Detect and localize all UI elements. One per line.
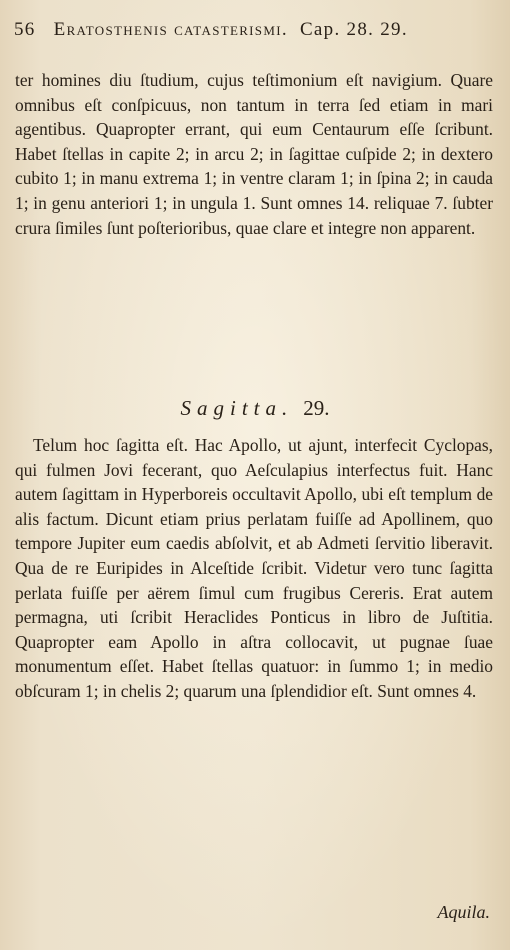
running-title: Eratosthenis catasterismi. xyxy=(53,19,288,40)
section-heading xyxy=(0,396,510,421)
running-header xyxy=(14,19,496,49)
paragraph-sagitta: Telum hoc ſagitta eſt. Hac Apollo, ut ajunt, interfecit Cyclopas, qui fulmen Jovi fecerant, quo Aeſculapius interfectus fuit. Hanc autem ſagittam in Hyperboreis occultavit Apollo, ubi eſt templum de alis factum. Dicunt etiam prius perlatam fuiſſe ad Apollinem, quo tempore Jupiter eum caedis abſolvit, et ab Admeti ſervitio liberavit. Qua de re Euripides in Alceſtide ſcribit. Videtur vero tunc ſagitta perlata fuiſſe per aërem ſimul cum frugibus Cereris. Erat autem permagna, uti ſcribit Heraclides Ponticus in libro de Juſtitia. Quapropter eam Apollo in aſtra collocavit, ut pugnae ſuae monumentum eſſet. Habet ſtellas quatuor: in ſummo 1; in medio obſcuram 1; in chelis 2; quarum una ſplendidior eſt. Sunt omnes 4. xyxy=(15,435,493,701)
section-title: Sagitta. xyxy=(180,396,294,420)
catchword: Aquila. xyxy=(437,902,490,922)
page-number: 56 xyxy=(14,19,36,40)
chapter-reference: Cap. 28. 29. xyxy=(299,19,408,40)
body-text-continued xyxy=(15,68,493,240)
section-number: 29. xyxy=(303,396,330,420)
body-text-sagitta xyxy=(15,433,493,704)
paragraph-continued: ter homines diu ſtudium, cujus teſtimonium eſt navigium. Quare omnibus eſt conſpicuus, non tantum in terra ſed etiam in mari agentibus. Quapropter errant, qui eum Centaurum eſſe ſcribunt. Habet ſtellas in capite 2; in arcu 2; in ſagittae cuſpide 2; in dextero cubito 1; in manu extrema 1; in ventre claram 1; in ſpina 2; in cauda 1; in genu anteriori 1; in ungula 1. Sunt omnes 14. reliquae 7. ſubter crura ſimiles ſunt poſterioribus, quae clare et integre non apparent. xyxy=(15,70,493,238)
